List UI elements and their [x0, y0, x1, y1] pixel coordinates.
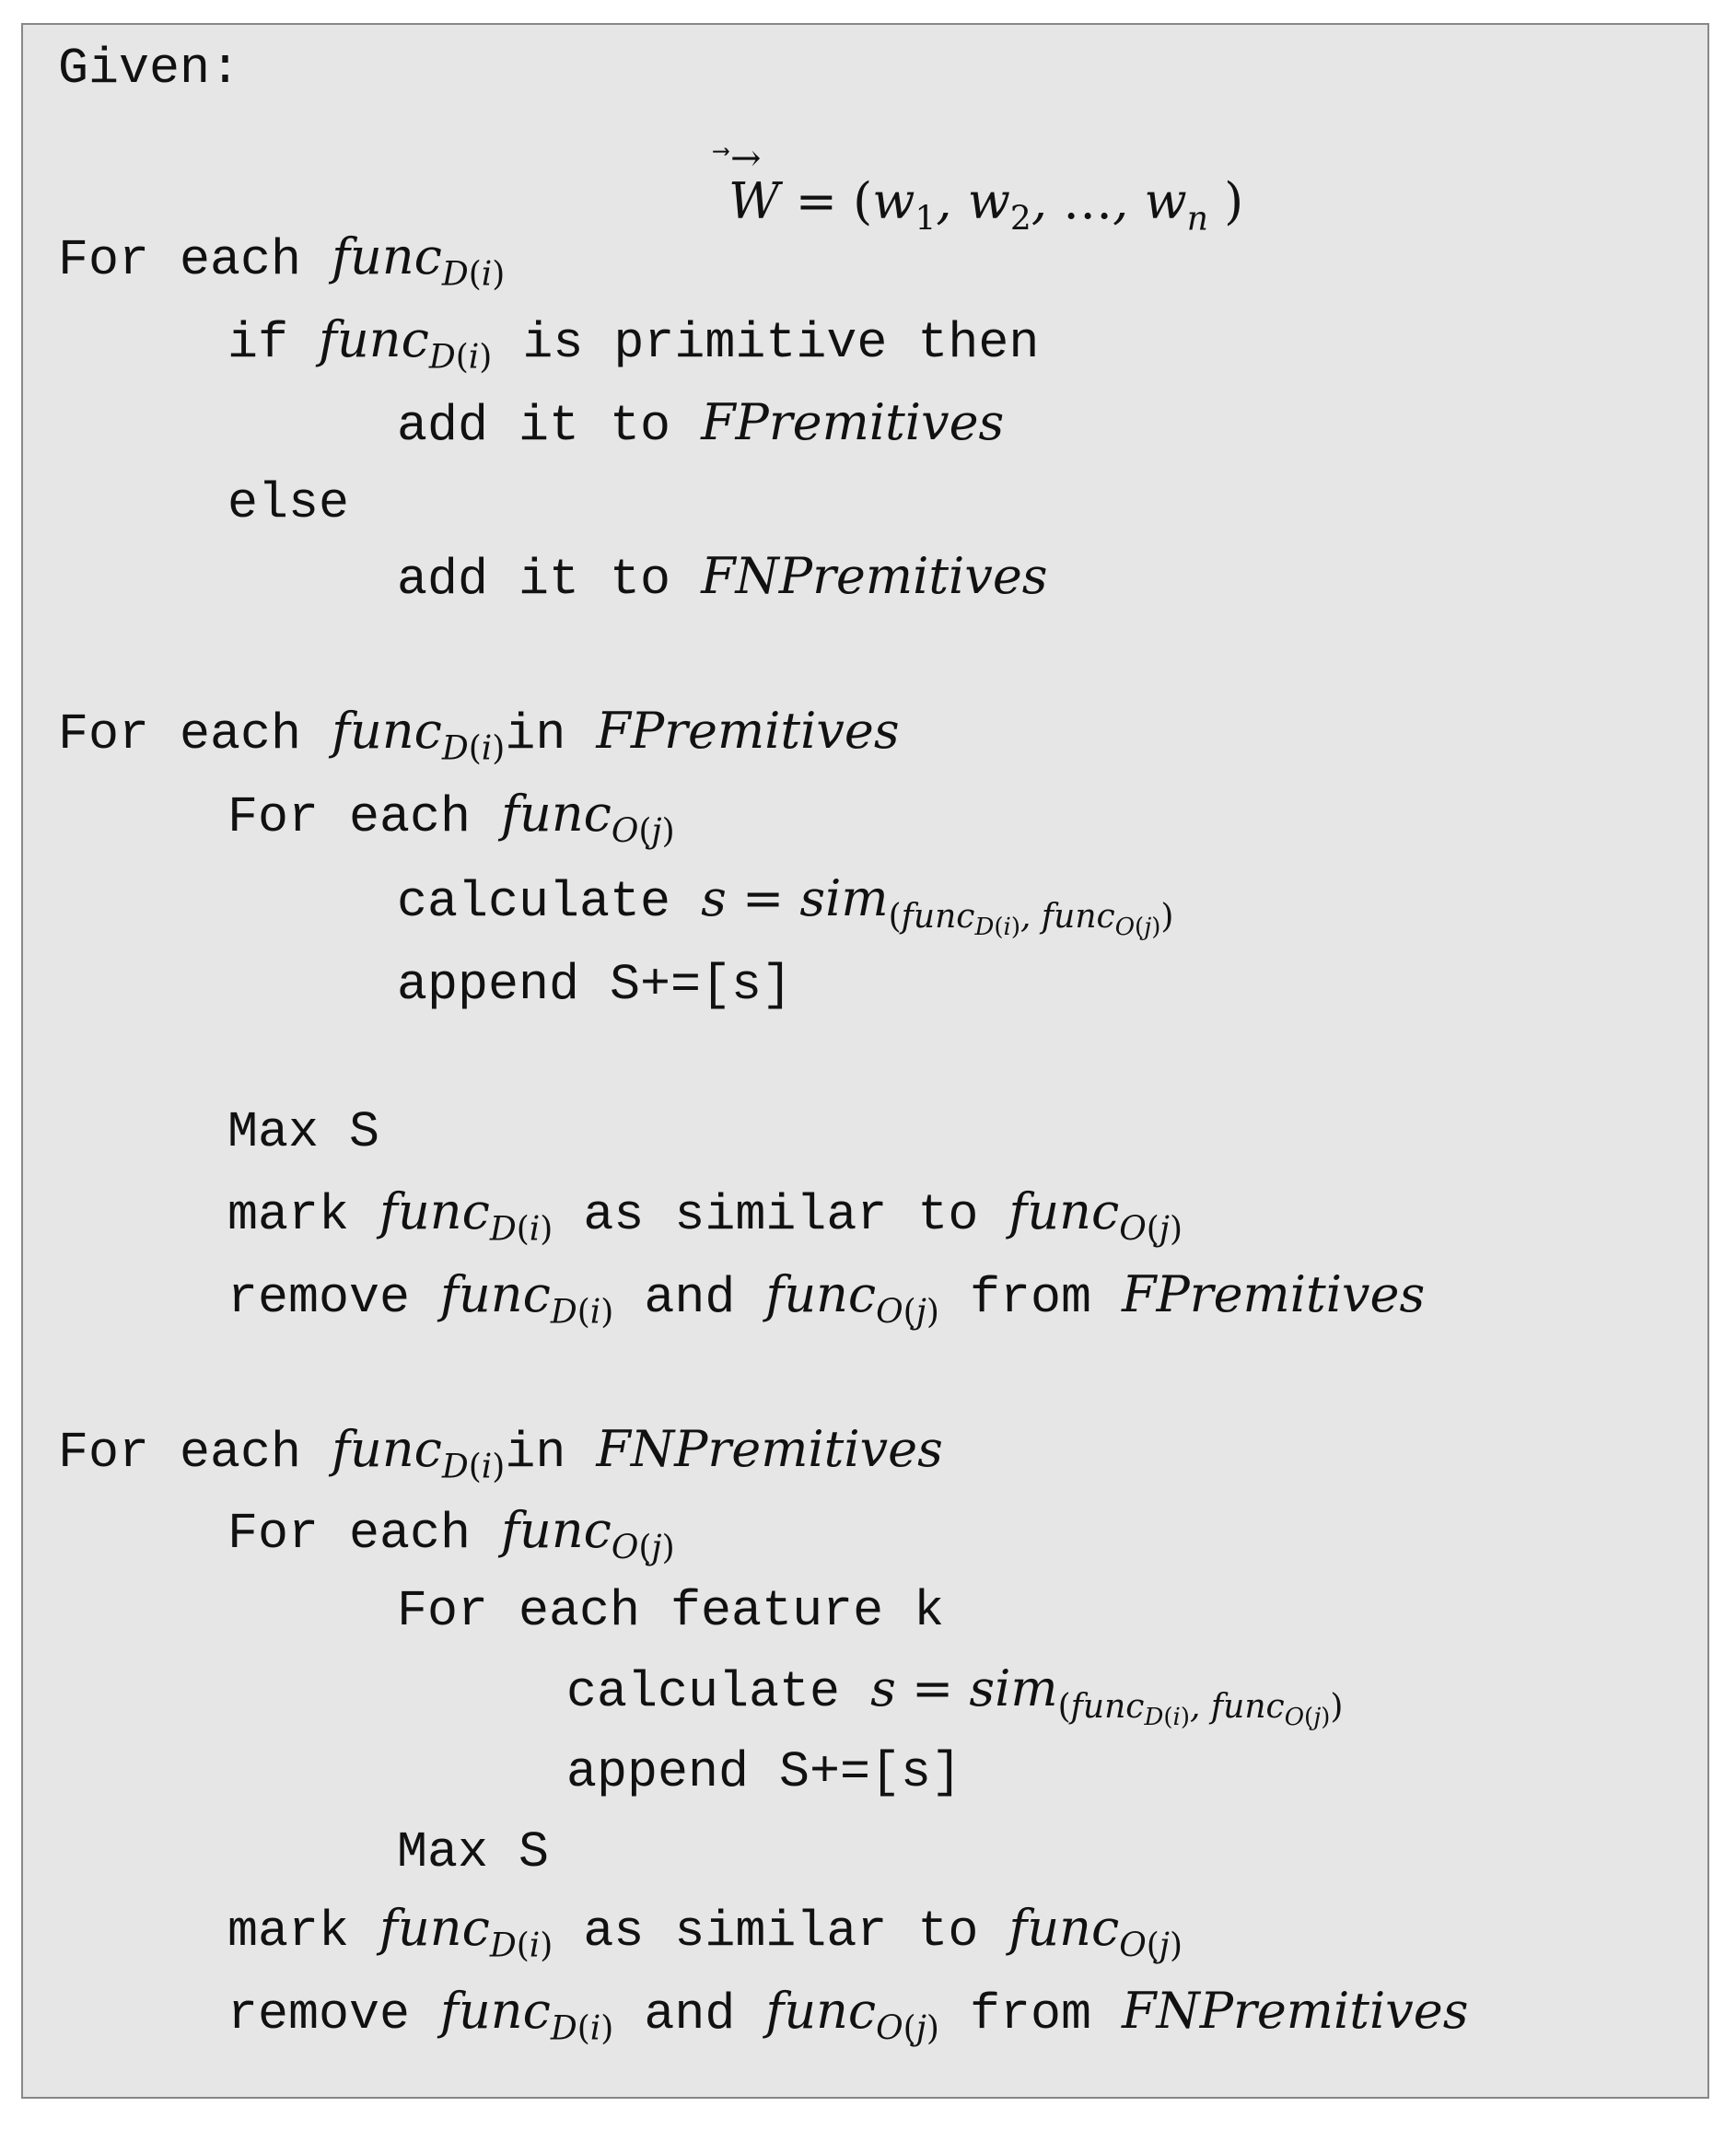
block3-line2: For each func$_{O(j)}$ — [227, 1501, 675, 1567]
algorithm-box — [21, 23, 1709, 2099]
block3-line8: remove func$_{D(i)}$ and func$_{O(j)}$ from FNPremitives — [227, 1982, 1469, 2048]
block2-line1: For each func$_{D(i)}$in FPremitives — [58, 702, 900, 768]
block2-line5: Max S — [227, 1103, 380, 1161]
block3-line3: For each feature k — [397, 1582, 945, 1640]
block2-line4: append S+=[s] — [397, 956, 793, 1014]
block3-line6: Max S — [397, 1823, 550, 1881]
block2-line3: calculate s = sim$_{(func_{D(i)}, func_{O(j)})}$ — [397, 869, 1174, 941]
block3-line5: append S+=[s] — [566, 1743, 962, 1801]
block3-line7: mark func$_{D(i)}$ as similar to func$_{O(j)}$ — [227, 1899, 1183, 1965]
block2-line6: mark func$_{D(i)}$ as similar to func$_{O(j)}$ — [227, 1182, 1183, 1249]
block1-line3: add it to FPremitives — [397, 393, 1005, 455]
block1-line1: For each func$_{D(i)}$ — [58, 227, 506, 294]
block1-line5: add it to FNPremitives — [397, 547, 1048, 609]
given-label: Given: — [58, 40, 241, 98]
block3-line1: For each func$_{D(i)}$in FNPremitives — [58, 1420, 943, 1486]
block1-line4: else — [227, 474, 350, 532]
block3-line4: calculate s = sim$_{(func_{D(i)}, func_{O(j)})}$ — [566, 1659, 1344, 1731]
block1-line2: if func$_{D(i)}$ is primitive then — [227, 310, 1040, 377]
weight-vector-formula: W → = ($w_1$, $w_2$, …, $w_n$ ) — [728, 137, 1244, 239]
block2-line7: remove func$_{D(i)}$ and func$_{O(j)}$ from FPremitives — [227, 1265, 1426, 1332]
block2-line2: For each func$_{O(j)}$ — [227, 785, 675, 851]
